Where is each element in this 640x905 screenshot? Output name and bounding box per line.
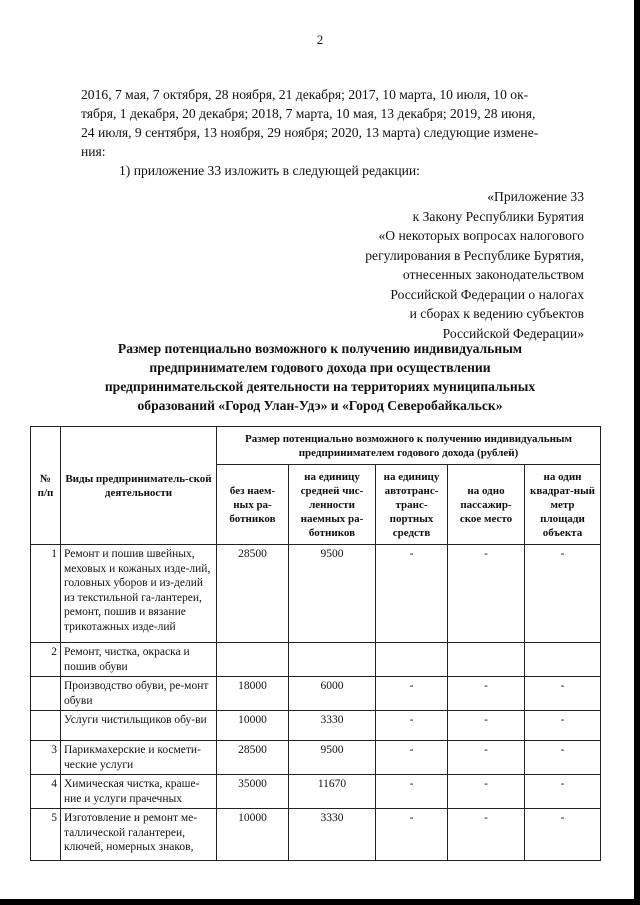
appendix-line: Российской Федерации о налогах (390, 286, 584, 302)
table-row (31, 809, 601, 861)
scan-border-bottom (0, 899, 640, 905)
per-employee-cell: 3330 (289, 711, 376, 741)
row-number-cell: 1 (31, 545, 61, 643)
per-seat-cell: - (448, 545, 525, 643)
per-seat-cell: - (448, 677, 525, 711)
no-employees-cell: 28500 (217, 741, 289, 775)
activity-cell: Услуги чистильщиков обу-ви (61, 711, 217, 741)
per-seat-cell: - (448, 741, 525, 775)
no-employees-cell: 10000 (217, 711, 289, 741)
appendix-reference (365, 187, 584, 343)
per-vehicle-cell: - (376, 809, 448, 861)
page-number: 2 (316, 32, 324, 47)
header-per-seat: на одно пассажир-ское место (448, 465, 525, 545)
table-row (31, 775, 601, 809)
per-sqm-cell: - (525, 711, 601, 741)
intro-line: ния: (81, 144, 106, 159)
per-sqm-cell (525, 643, 601, 677)
appendix-line: регулирования в Республике Бурятия, (365, 247, 584, 263)
row-number-cell: 2 (31, 643, 61, 677)
activity-cell: Ремонт и пошив швейных, меховых и кожаных изде-лий, головных уборов и из-делий из текстильной га-лантереи, ремонт, пошив и вязание трикотажных изде-лий (61, 545, 217, 643)
activity-cell: Химическая чистка, краше-ние и услуги прачечных (61, 775, 217, 809)
per-sqm-cell: - (525, 677, 601, 711)
table-row (31, 643, 601, 677)
per-employee-cell: 6000 (289, 677, 376, 711)
activity-cell: Изготовление и ремонт ме-таллической галантереи, ключей, номерных знаков, (61, 809, 217, 861)
per-seat-cell: - (448, 775, 525, 809)
appendix-line: отнесенных законодательством (402, 267, 584, 282)
no-employees-cell (217, 643, 289, 677)
title-line: предпринимателем годового дохода при осуществлении (149, 360, 491, 375)
activity-cell: Производство обуви, ре-монт обуви (61, 677, 217, 711)
intro-line: тября, 1 декабря, 20 декабря; 2018, 7 марта, 10 мая, 13 декабря; 2019, 28 июня, (81, 106, 536, 121)
per-employee-cell: 11670 (289, 775, 376, 809)
appendix-line: Российской Федерации» (442, 325, 584, 341)
income-table (30, 426, 601, 861)
activity-cell: Парикмахерские и космети-ческие услуги (61, 741, 217, 775)
per-sqm-cell: - (525, 775, 601, 809)
row-number-cell (31, 677, 61, 711)
intro-line: 2016, 7 мая, 7 октября, 28 ноября, 21 декабря; 2017, 10 марта, 10 июля, 10 ок- (81, 87, 529, 102)
per-employee-cell: 9500 (289, 741, 376, 775)
scan-border-right (634, 0, 640, 905)
activity-cell: Ремонт, чистка, окраска и пошив обуви (61, 643, 217, 677)
header-income-group: Размер потенциально возможного к получению индивидуальным предпринимателем годового дохода (рублей) (217, 427, 601, 465)
per-vehicle-cell: - (376, 545, 448, 643)
appendix-line: к Закону Республики Бурятия (412, 208, 584, 224)
per-seat-cell: - (448, 809, 525, 861)
per-sqm-cell: - (525, 809, 601, 861)
no-employees-cell: 18000 (217, 677, 289, 711)
appendix-line: «О некоторых вопросах налогового (378, 228, 584, 243)
per-employee-cell: 9500 (289, 545, 376, 643)
intro-paragraph (81, 85, 571, 180)
per-vehicle-cell: - (376, 677, 448, 711)
title-line: образований «Город Улан-Удэ» и «Город Северобайкальск» (137, 398, 503, 413)
header-kind: Виды предприниматель-ской деятельности (61, 427, 217, 545)
document-title (60, 339, 580, 415)
per-vehicle-cell: - (376, 775, 448, 809)
per-sqm-cell: - (525, 741, 601, 775)
per-vehicle-cell: - (376, 741, 448, 775)
row-number-cell: 3 (31, 741, 61, 775)
appendix-line: и сборах к ведению субъектов (409, 306, 584, 321)
per-seat-cell (448, 643, 525, 677)
no-employees-cell: 28500 (217, 545, 289, 643)
title-line: предпринимательской деятельности на территориях муниципальных (104, 379, 536, 394)
row-number-cell: 4 (31, 775, 61, 809)
per-seat-cell: - (448, 711, 525, 741)
per-sqm-cell: - (525, 545, 601, 643)
per-employee-cell (289, 643, 376, 677)
header-num: № п/п (31, 427, 61, 545)
table-body (31, 545, 601, 861)
header-per-employee: на единицу средней чис-ленности наемных ра-ботников (289, 465, 376, 545)
table-row (31, 741, 601, 775)
row-number-cell: 5 (31, 809, 61, 861)
per-employee-cell: 3330 (289, 809, 376, 861)
title-line: Размер потенциально возможного к получению индивидуальным (117, 341, 523, 356)
amendment-line: 1) приложение 33 изложить в следующей редакции: (119, 163, 420, 178)
appendix-line: «Приложение 33 (487, 189, 584, 204)
table-row (31, 677, 601, 711)
no-employees-cell: 35000 (217, 775, 289, 809)
row-number-cell (31, 711, 61, 741)
table-row (31, 711, 601, 741)
header-no-employees: без наем-ных ра-ботников (217, 465, 289, 545)
header-per-sqm: на один квадрат-ный метр площади объекта (525, 465, 601, 545)
intro-line: 24 июля, 9 сентября, 13 ноября, 29 ноября; 2020, 13 марта) следующие измене- (81, 125, 539, 140)
no-employees-cell: 10000 (217, 809, 289, 861)
header-per-vehicle: на единицу автотранс-транс-портных средств (376, 465, 448, 545)
table-row (31, 545, 601, 643)
per-vehicle-cell: - (376, 711, 448, 741)
per-vehicle-cell (376, 643, 448, 677)
